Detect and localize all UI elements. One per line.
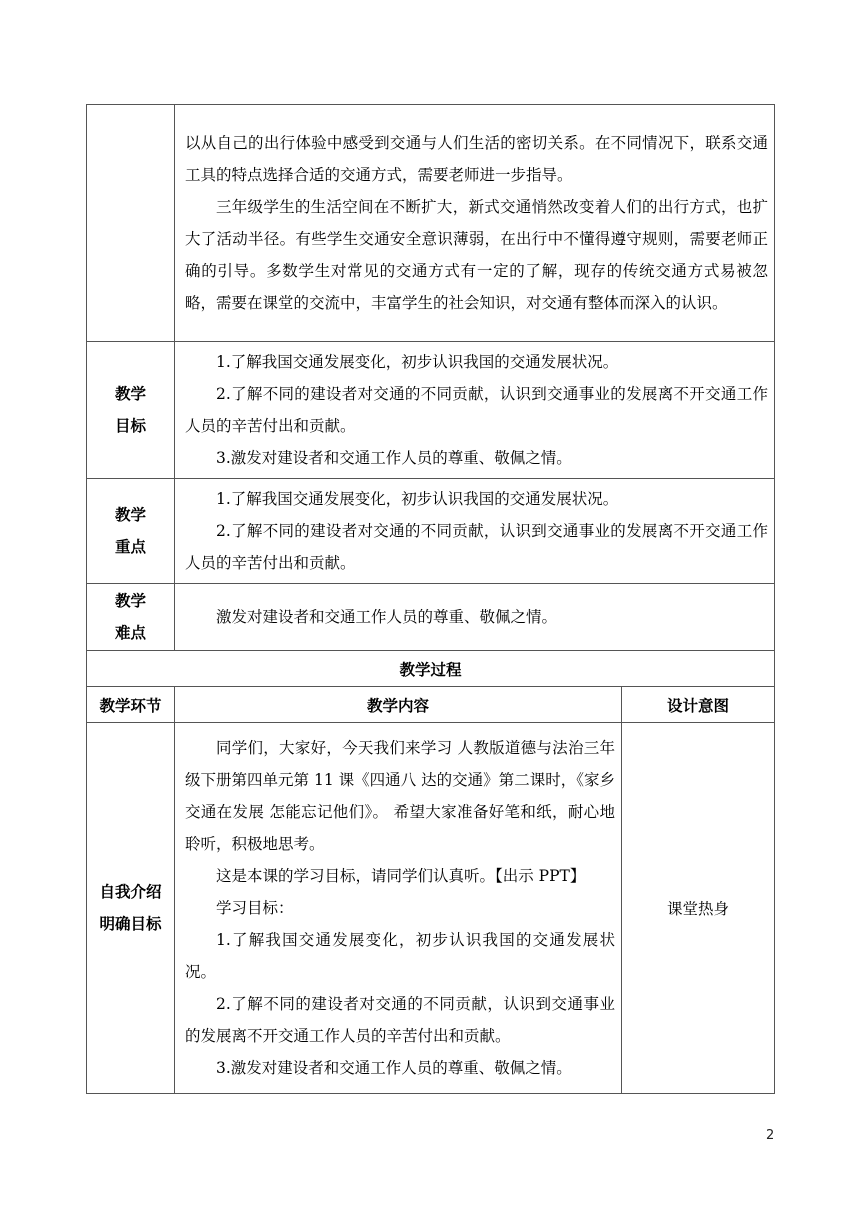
stage-content — [175, 723, 622, 1094]
content-paragraph: 学习目标： — [216, 899, 294, 917]
content-paragraph: 这是本课的学习目标，请同学们认真听。【出示 PPT】 — [216, 867, 586, 885]
stage-label-line2: 明确目标 — [99, 915, 162, 933]
difficulties-row — [87, 584, 775, 651]
objectives-label-line1: 教学 — [114, 385, 146, 403]
stage-label-line1: 自我介绍 — [99, 883, 162, 901]
objective-item: 1.了解我国交通发展变化，初步认识我国的交通发展状况。 — [216, 353, 619, 371]
difficulty-text: 激发对建设者和交通工作人员的尊重、敬佩之情。 — [216, 608, 558, 626]
objective-item: 3.激发对建设者和交通工作人员的尊重、敬佩之情。 — [216, 449, 572, 467]
lesson-plan-table — [86, 104, 775, 1094]
content-paragraph: 同学们，大家好，今天我们来学习 人教版道德与法治三年级下册第四单元第 11 课《四通八 达的交通》第二课时，《家乡交通在发展 怎能忘记他们》。 希望大家准备好笔和纸，耐心地聆听，积极地思考。 — [185, 739, 615, 853]
difficulties-label-line2: 难点 — [114, 624, 146, 642]
difficulties-label — [87, 584, 175, 651]
difficulties-content — [175, 584, 775, 651]
process-header-row — [87, 687, 775, 723]
content-paragraph: 3.激发对建设者和交通工作人员的尊重、敬佩之情。 — [216, 1059, 572, 1077]
objectives-label-line2: 目标 — [114, 417, 146, 435]
key-points-label — [87, 479, 175, 584]
process-row — [87, 723, 775, 1094]
key-points-content — [175, 479, 775, 584]
process-title: 教学过程 — [87, 651, 775, 687]
objective-item: 2.了解不同的建设者对交通的不同贡献，认识到交通事业的发展离不开交通工作人员的辛苦付出和贡献。 — [185, 385, 769, 435]
key-points-label-line1: 教学 — [114, 506, 146, 524]
key-points-label-line2: 重点 — [114, 538, 146, 556]
header-intent: 设计意图 — [622, 687, 775, 723]
analysis-label-cell — [87, 105, 175, 342]
page-number: 2 — [766, 1128, 775, 1143]
process-title-row — [87, 651, 775, 687]
header-content: 教学内容 — [175, 687, 622, 723]
key-point-item: 2.了解不同的建设者对交通的不同贡献，认识到交通事业的发展离不开交通工作人员的辛苦付出和贡献。 — [185, 522, 769, 572]
objectives-row — [87, 342, 775, 479]
key-points-row — [87, 479, 775, 584]
analysis-row — [87, 105, 775, 342]
stage-label — [87, 723, 175, 1094]
content-paragraph: 2.了解不同的建设者对交通的不同贡献，认识到交通事业的发展离不开交通工作人员的辛苦付出和贡献。 — [185, 995, 615, 1045]
content-paragraph: 1.了解我国交通发展变化，初步认识我国的交通发展状况。 — [185, 931, 615, 981]
stage-intent: 课堂热身 — [622, 723, 775, 1094]
analysis-paragraph: 三年级学生的生活空间在不断扩大，新式交通悄然改变着人们的出行方式，也扩大了活动半径。有些学生交通安全意识薄弱，在出行中不懂得遵守规则，需要老师正确的引导。多数学生对常见的交通方式有一定的了解，现存的传统交通方式易被忽略，需要在课堂的交流中，丰富学生的社会知识，对交通有整体而深入的认识。 — [185, 198, 769, 312]
objectives-content — [175, 342, 775, 479]
header-stage: 教学环节 — [87, 687, 175, 723]
analysis-paragraph: 以从自己的出行体验中感受到交通与人们生活的密切关系。在不同情况下，联系交通工具的特点选择合适的交通方式，需要老师进一步指导。 — [185, 134, 769, 184]
objectives-label — [87, 342, 175, 479]
difficulties-label-line1: 教学 — [114, 592, 146, 610]
key-point-item: 1.了解我国交通发展变化，初步认识我国的交通发展状况。 — [216, 490, 619, 508]
analysis-content — [175, 105, 775, 342]
